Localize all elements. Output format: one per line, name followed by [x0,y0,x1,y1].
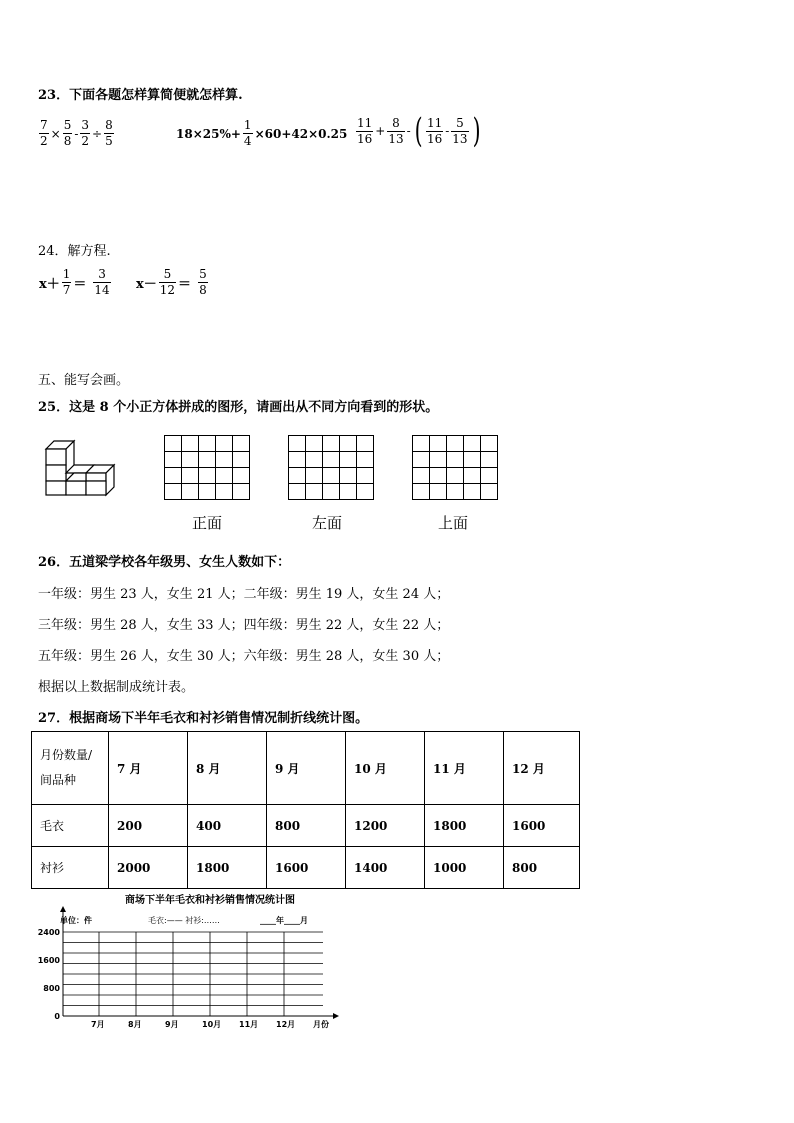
grid-cell[interactable] [413,468,430,484]
grid-cell[interactable] [340,452,357,468]
fraction: $\frac{3}{14}$ [94,267,110,297]
q24-title: 24．解方程. [38,244,111,259]
table-cell: 1600 [267,847,346,889]
grid-cell[interactable] [447,468,464,484]
x-tick-label: 7月 [91,1020,105,1029]
table-header-cell: 10 月 [346,732,425,805]
grid-cell[interactable] [413,484,430,500]
table-header-cell: 9 月 [267,732,346,805]
grid-cell[interactable] [165,436,182,452]
fraction: $\frac{7}{2}$ [40,118,48,148]
grid-cell[interactable] [357,484,374,500]
x-tick-label: 10月 [202,1020,222,1029]
x-tick-label: 9月 [165,1020,179,1029]
grid-cell[interactable] [216,468,233,484]
grid-cell[interactable] [289,468,306,484]
q24-equation-2: x－ $\frac{5}{12}$ ＝ $\frac{5}{8}$ [136,267,207,297]
grid-cell[interactable] [430,436,447,452]
grid-cell[interactable] [289,436,306,452]
table-cell: 800 [504,847,580,889]
grid-cell[interactable] [182,484,199,500]
x-tick-label: 12月 [276,1020,296,1029]
q23-expression-3: $\frac{11}{16}$ + $\frac{8}{13}$ - ( $\frac{11}{16}$ - $\frac{5}{13}$ ) [357,111,481,151]
grid-cell[interactable] [182,436,199,452]
chart-unit-label: 单位：件 [60,916,92,925]
table-cell: 1800 [425,805,504,847]
grid-cell[interactable] [323,436,340,452]
table-header-cell: 8 月 [188,732,267,805]
table-row-label: 毛衣 [32,805,109,847]
grid-cell[interactable] [357,436,374,452]
blank-line-chart [30,890,360,1030]
grid-cell[interactable] [340,468,357,484]
x-tick-label: 8月 [128,1020,142,1029]
x-axis-arrow [333,1013,339,1019]
fraction: $\frac{5}{8}$ [63,118,72,148]
y-tick-label: 800 [43,984,60,993]
grid-cell[interactable] [447,436,464,452]
fraction: $\frac{1}{7}$ [62,267,71,297]
grid-cell[interactable] [306,468,323,484]
table-header-cell: 7 月 [109,732,188,805]
q26-line: 三年级：男生 28 人，女生 33 人；四年级：男生 22 人，女生 22 人； [38,618,450,633]
y-tick-label: 2400 [37,928,60,937]
x-axis-label: 月份 [313,1020,329,1029]
grid-cell[interactable] [323,484,340,500]
fraction: $\frac{5}{13}$ [452,115,468,146]
grid-cell[interactable] [430,468,447,484]
y-tick-label: 0 [54,1012,60,1021]
cube-figure [40,436,126,498]
grid-cell[interactable] [340,484,357,500]
table-cell: 1200 [346,805,425,847]
q23-title: 23．下面各题怎样算简便就怎样算. [38,88,243,103]
q23-expression-1: $\frac{7}{2}$ × $\frac{5}{8}$ - $\frac{3}{2}$ ÷ $\frac{8}{5}$ [40,118,113,148]
grid-cell[interactable] [233,484,250,500]
grid-cell[interactable] [289,452,306,468]
grid-cell[interactable] [464,452,481,468]
grid-cell[interactable] [306,452,323,468]
grid-cell[interactable] [182,468,199,484]
q25-title: 25．这是 8 个小正方体拼成的图形，请画出从不同方向看到的形状。 [38,400,439,415]
grid-cell[interactable] [199,484,216,500]
grid-cell[interactable] [481,484,498,500]
grid-cell[interactable] [289,484,306,500]
grid-top[interactable] [412,435,498,500]
chart-title: 商场下半年毛衣和衬衫销售情况统计图 [125,895,295,906]
fraction: $\frac{8}{5}$ [105,118,113,148]
grid-cell[interactable] [233,436,250,452]
grid-cell[interactable] [464,468,481,484]
table-cell: 800 [267,805,346,847]
table-row [32,847,580,889]
grid-cell[interactable] [413,436,430,452]
grid-cell[interactable] [165,452,182,468]
y-axis-arrow [60,906,66,912]
grid-cell[interactable] [481,452,498,468]
q26-line: 一年级：男生 23 人，女生 21 人；二年级：男生 19 人，女生 24 人； [38,587,450,602]
q26-line: 五年级：男生 26 人，女生 30 人；六年级：男生 28 人，女生 30 人； [38,649,450,664]
grid-cell[interactable] [323,468,340,484]
table-cell: 1000 [425,847,504,889]
table-row-label: 衬衫 [32,847,109,889]
fraction: $\frac{11}{16}$ [426,115,443,146]
fraction: $\frac{11}{16}$ [357,115,373,146]
grid-cell[interactable] [216,436,233,452]
chart-legend: 毛衣:—— 衬衫:…… [148,916,220,925]
section-heading: 五、能写会画。 [38,373,130,388]
grid-cell[interactable] [216,452,233,468]
grid-cell[interactable] [447,484,464,500]
q24-equation-1: x＋ $\frac{1}{7}$ ＝ $\frac{3}{14}$ [39,267,110,297]
q27-title: 27．根据商场下半年毛衣和衬衫销售情况制折线统计图。 [38,711,369,726]
label-front-view: 正面 [192,514,223,532]
grid-cell[interactable] [306,484,323,500]
table-header-cell: 11 月 [425,732,504,805]
grid-cell[interactable] [323,452,340,468]
table-corner-header: 月份数量/ 间品种 [32,732,109,805]
table-header-cell: 12 月 [504,732,580,805]
grid-cell[interactable] [481,436,498,452]
fraction: $\frac{5}{12}$ [159,267,176,297]
table-cell: 200 [109,805,188,847]
chart-date-label: ____年____月 [260,916,308,925]
grid-cell[interactable] [413,452,430,468]
grid-cell[interactable] [182,452,199,468]
x-tick-label: 11月 [239,1020,259,1029]
grid-cell[interactable] [481,468,498,484]
table-cell: 1600 [504,805,580,847]
grid-cell[interactable] [199,452,216,468]
table-row [32,805,580,847]
fraction: $\frac{3}{2}$ [81,118,90,148]
q26-line: 根据以上数据制成统计表。 [38,680,195,695]
table-cell: 1400 [346,847,425,889]
grid-cell[interactable] [430,452,447,468]
table-cell: 1800 [188,847,267,889]
fraction: $\frac{1}{4}$ [243,118,252,148]
grid-front[interactable] [164,435,250,500]
grid-cell[interactable] [357,452,374,468]
q23-expression-2: 18×25%+ $\frac{1}{4}$ ×60+42×0.25 [176,118,348,148]
grid-cell[interactable] [216,484,233,500]
table-cell: 400 [188,805,267,847]
grid-cell[interactable] [464,484,481,500]
grid-cell[interactable] [430,484,447,500]
grid-cell[interactable] [447,452,464,468]
label-left-view: 左面 [312,514,343,532]
grid-cell[interactable] [165,484,182,500]
grid-cell[interactable] [357,468,374,484]
y-tick-label: 1600 [37,956,60,965]
sales-table [31,731,580,889]
grid-cell[interactable] [233,468,250,484]
grid-cell[interactable] [199,436,216,452]
table-cell: 2000 [109,847,188,889]
fraction: $\frac{5}{8}$ [199,267,207,297]
label-top-view: 上面 [438,514,469,532]
grid-cell[interactable] [233,452,250,468]
q26-title: 26．五道梁学校各年级男、女生人数如下： [38,555,291,570]
grid-cell[interactable] [306,436,323,452]
grid-cell[interactable] [464,436,481,452]
grid-cell[interactable] [165,468,182,484]
grid-cell[interactable] [340,436,357,452]
grid-cell[interactable] [199,468,216,484]
fraction: $\frac{8}{13}$ [388,115,404,146]
grid-left[interactable] [288,435,374,500]
